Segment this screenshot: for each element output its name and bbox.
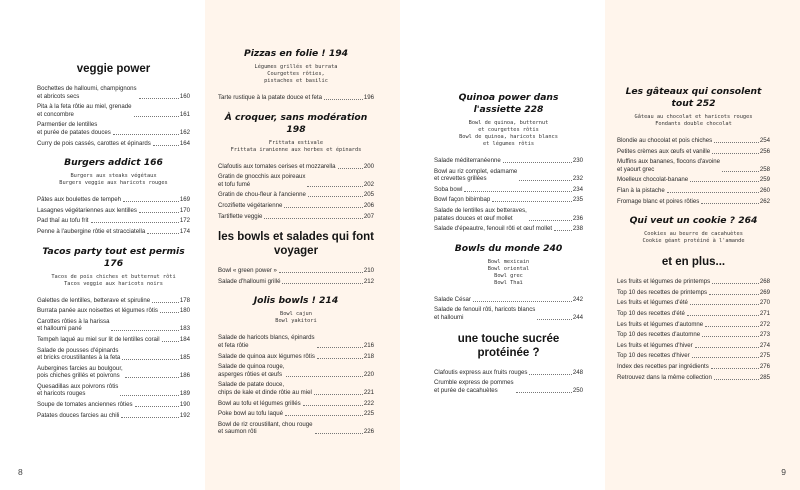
dot-leader [324, 99, 363, 100]
toc-entry-page: 221 [363, 388, 374, 396]
toc-entry[interactable] [37, 140, 190, 148]
toc-entry-page: 196 [363, 94, 374, 101]
toc-entry[interactable] [617, 278, 770, 286]
toc-entry-label: Salade de fenouil rôti, haricots blancs et halloumi [434, 306, 536, 321]
toc-entry-page: 169 [179, 196, 190, 204]
toc-entry-label: Bowl « green power » [218, 267, 277, 275]
toc-entry[interactable] [434, 207, 583, 222]
toc-entry[interactable] [617, 158, 770, 173]
toc-entry[interactable] [218, 278, 374, 286]
toc-entry[interactable] [434, 369, 583, 377]
dot-leader [264, 218, 362, 219]
toc-entry-page: 242 [572, 295, 583, 303]
toc-entry-page: 220 [363, 370, 374, 378]
dot-leader [303, 405, 363, 406]
toc-entry[interactable] [617, 187, 770, 195]
toc-entry-page: 160 [179, 92, 190, 100]
dot-leader [712, 153, 759, 154]
toc-entry-label: Galettes de lentilles, betterave et spiruline [37, 296, 151, 304]
toc-entry-page: 207 [363, 212, 374, 220]
toc-entry-page: 190 [179, 401, 190, 409]
toc-entry[interactable] [617, 352, 770, 360]
dot-leader [113, 134, 179, 135]
toc-entry[interactable] [218, 410, 374, 418]
section-subtitle: Bowl cajun Bowl yakitori [275, 311, 317, 325]
toc-entry[interactable] [617, 321, 770, 329]
section-title: les bowls et salades qui font voyager [218, 231, 374, 258]
toc-entry-label: Carottes rôties à la harissa et halloumi pané [37, 317, 110, 333]
dot-leader [687, 315, 759, 316]
toc-entry-label: Bochettes de halloumi, champignons et abricots secs [37, 85, 137, 100]
toc-entry[interactable] [218, 400, 374, 408]
toc-entry-list [617, 137, 770, 205]
toc-entry-label: Moelleux chocolat-banane [617, 176, 689, 184]
toc-entry-list [37, 297, 190, 420]
dot-leader [705, 326, 759, 327]
toc-entry-page: 189 [179, 390, 190, 398]
toc-entry[interactable] [617, 289, 770, 297]
toc-entry-page: 258 [759, 165, 770, 173]
section-title: veggie power [76, 63, 151, 75]
toc-entry[interactable] [617, 342, 770, 350]
toc-entry[interactable] [617, 363, 770, 371]
dot-leader [667, 192, 759, 193]
dot-leader [516, 392, 572, 393]
toc-entry[interactable] [617, 331, 770, 339]
toc-column-4 [605, 0, 800, 490]
toc-entry[interactable] [617, 299, 770, 307]
toc-entry[interactable] [37, 121, 190, 136]
dot-leader [554, 230, 572, 231]
toc-entry[interactable] [37, 318, 190, 333]
dot-leader [702, 336, 759, 337]
toc-entry-label: Penne à l'aubergine rôtie et stracciatella [37, 227, 146, 235]
toc-entry-label: Top 10 des recettes d'hiver [617, 352, 690, 360]
dot-leader [712, 283, 759, 284]
section-title: une touche sucrée protéinée ? [457, 332, 560, 359]
toc-entry-label: Index des recettes par ingrédients [617, 362, 709, 370]
toc-entry[interactable] [218, 173, 374, 188]
toc-entry-label: Salade d'halloumi grillé [218, 277, 281, 285]
toc-entry-label: Bowl de riz croustillant, chou rouge et saumon rôti [218, 420, 313, 436]
toc-entry-page: 236 [572, 214, 583, 222]
dot-leader [139, 98, 179, 99]
subsection-title: Burgers addict 166 [64, 157, 163, 169]
toc-entry-page: 225 [363, 410, 374, 418]
dot-leader [692, 357, 759, 358]
toc-entry-page: 162 [179, 128, 190, 136]
toc-entry-page: 235 [572, 196, 583, 204]
toc-entry[interactable] [218, 381, 374, 396]
toc-entry-page: 259 [759, 176, 770, 184]
dot-leader [162, 341, 179, 342]
dot-leader [122, 359, 179, 360]
toc-entry[interactable] [37, 207, 190, 215]
toc-entry[interactable] [218, 334, 374, 349]
toc-entry-label: Petites crèmes aux œufs et vanille [617, 147, 711, 155]
dot-leader [714, 142, 759, 143]
toc-entry-page: 174 [179, 227, 190, 235]
dot-leader [317, 347, 363, 348]
toc-entry-label: Salade César [434, 295, 471, 303]
toc-entry-list [434, 157, 583, 233]
toc-entry-page: 226 [363, 428, 374, 436]
toc-entry-page: 262 [759, 197, 770, 205]
toc-entry-label: Clafoutis aux tomates cerises et mozzarella [218, 162, 336, 170]
toc-entry[interactable] [37, 217, 190, 225]
toc-entry[interactable] [218, 191, 374, 199]
toc-entry-page: 254 [759, 137, 770, 144]
toc-entry[interactable] [617, 198, 770, 206]
toc-entry[interactable] [37, 412, 190, 420]
section-title: et en plus... [661, 256, 726, 269]
toc-entry-label: Soba bowl [434, 185, 463, 193]
toc-entry[interactable] [37, 307, 190, 315]
section-subtitle: Légumes grillés et burrata Courgettes rôties, pistaches et basilic [254, 64, 338, 84]
dot-leader [537, 319, 572, 320]
toc-entry[interactable] [218, 213, 374, 221]
toc-entry[interactable] [37, 196, 190, 204]
toc-entry[interactable] [434, 296, 583, 304]
subsection-title: Tacos party tout est permis 176 [42, 245, 185, 269]
dot-leader [135, 406, 179, 407]
toc-entry-list [434, 296, 583, 322]
dot-leader [529, 220, 572, 221]
toc-entry-page: 218 [363, 352, 374, 360]
dot-leader [282, 283, 362, 284]
dot-leader [279, 272, 363, 273]
toc-entry[interactable] [218, 267, 374, 275]
toc-entry-label: Gratin de gnocchis aux poireaux et tofu fumé [218, 173, 306, 188]
section-subtitle: Burgers aux steaks végétaux Burgers veggie aux haricots rouges [59, 173, 168, 187]
subsection-title: À croquer, sans modération 198 [224, 111, 368, 135]
toc-entry-label: Salade méditerranéenne [434, 157, 501, 164]
toc-entry-page: 270 [759, 299, 770, 307]
subsection-title: Jolis bowls ! 214 [253, 295, 339, 307]
toc-entry-page: 275 [759, 352, 770, 360]
toc-entry[interactable] [37, 297, 190, 305]
subsection-title: Bowls du monde 240 [454, 242, 563, 254]
toc-entry-page: 273 [759, 331, 770, 339]
toc-entry-label: Salade de pousses d'épinards et bricks croustillantes à la feta [37, 346, 121, 362]
toc-entry[interactable] [434, 196, 583, 204]
toc-entry-page: 192 [179, 411, 190, 419]
toc-entry-list [37, 85, 190, 147]
toc-entry-page: 164 [179, 139, 190, 147]
dot-leader [701, 203, 759, 204]
toc-entry[interactable] [617, 374, 770, 382]
toc-entry[interactable] [434, 379, 583, 394]
toc-entry[interactable] [434, 186, 583, 194]
toc-entry-label: Top 10 des recettes de printemps [617, 288, 708, 296]
toc-entry-page: 206 [363, 201, 374, 209]
toc-entry-page: 250 [572, 386, 583, 394]
dot-leader [285, 415, 363, 416]
toc-entry-list [434, 369, 583, 395]
toc-entry-label: Muffins aux bananes, flocons d'avoine et yaourt grec [617, 158, 721, 173]
dot-leader [284, 207, 362, 208]
dot-leader [714, 379, 759, 380]
toc-entry-page: 205 [363, 191, 374, 199]
subsection-title: Quinoa power dans l'assiette 228 [458, 92, 559, 115]
toc-entry-label: Salade d'épeautre, fenouil rôti et œuf mollet [434, 225, 553, 233]
toc-entry-page: 200 [363, 162, 374, 170]
toc-entry-page: 276 [759, 362, 770, 370]
toc-entry-label: Salade de lentilles aux betteraves, patates douces et œuf mollet [434, 206, 527, 222]
toc-entry-list [37, 196, 190, 235]
dot-leader [492, 201, 572, 202]
toc-entry-label: Pita à la feta rôtie au miel, grenade et concombre [37, 103, 132, 118]
toc-entry-page: 260 [759, 186, 770, 194]
toc-entry[interactable] [37, 401, 190, 409]
toc-entry-page: 238 [572, 225, 583, 233]
dot-leader [160, 312, 179, 313]
dot-leader [464, 191, 571, 192]
toc-entry[interactable] [218, 163, 374, 171]
toc-column-1 [0, 0, 205, 490]
subsection-title: Qui veut un cookie ? 264 [629, 215, 758, 227]
dot-leader [111, 330, 178, 331]
toc-entry-label: Top 10 des recettes d'automne [617, 331, 701, 339]
dot-leader [308, 196, 363, 197]
dot-leader [338, 168, 363, 169]
toc-entry-label: Parmentier de lentilles et purée de patates douces [37, 121, 111, 136]
toc-entry-label: Flan à la pistache [617, 186, 665, 194]
toc-entry[interactable] [218, 421, 374, 436]
toc-entry-label: Top 10 des recettes d'été [617, 309, 685, 317]
toc-entry-label: Les fruits et légumes d'automne [617, 320, 704, 328]
toc-entry[interactable] [218, 202, 374, 210]
dot-leader [690, 181, 759, 182]
toc-entry-page: 232 [572, 175, 583, 183]
dot-leader [286, 376, 362, 377]
dot-leader [120, 395, 179, 396]
toc-entry-page: 268 [759, 278, 770, 286]
toc-entry-page: 248 [572, 368, 583, 376]
dot-leader [123, 201, 179, 202]
toc-entry-page: 222 [363, 399, 374, 407]
dot-leader [315, 433, 363, 434]
toc-entry-label: Burrata panée aux noisettes et légumes rôtis [37, 307, 158, 315]
toc-entry-page: 272 [759, 320, 770, 328]
toc-entry[interactable] [37, 336, 190, 344]
toc-entry-list [218, 334, 374, 436]
toc-entry-label: Patates douces farcies au chili [37, 411, 120, 419]
section-subtitle: Tacos de pois chiches et butternut rôti Tacos veggie aux haricots noirs [51, 273, 176, 287]
toc-entry[interactable] [37, 365, 190, 380]
toc-entry-page: 271 [759, 309, 770, 317]
dot-leader [307, 186, 362, 187]
toc-entry-page: 178 [179, 296, 190, 304]
dot-leader [317, 358, 363, 359]
toc-entry-list [218, 94, 374, 102]
dot-leader [709, 294, 759, 295]
dot-leader [121, 417, 179, 418]
toc-entry-page: 216 [363, 341, 374, 349]
toc-entry-label: Aubergines farcies au boulgour, pois chiches grillés et poivrons [37, 364, 123, 380]
toc-entry[interactable] [218, 94, 374, 102]
toc-entry-label: Salade de haricots blancs, épinards et feta rôtie [218, 334, 315, 349]
toc-entry-label: Les fruits et légumes d'été [617, 299, 688, 307]
toc-entry-label: Bowl au riz complet, edamame et crevettes grillées [434, 167, 518, 183]
toc-entry-page: 269 [759, 288, 770, 296]
toc-entry-label: Fromage blanc et poires rôties [617, 197, 700, 205]
dot-leader [695, 347, 759, 348]
toc-entry-list [218, 267, 374, 285]
toc-entry[interactable] [434, 225, 583, 233]
toc-entry-page: 172 [179, 217, 190, 225]
dot-leader [473, 301, 572, 302]
toc-entry[interactable] [434, 168, 583, 183]
dot-leader [147, 233, 179, 234]
subsection-title: Pizzas en folie ! 194 [243, 48, 349, 59]
toc-entry-list [617, 278, 770, 381]
subsection-title: Les gâteaux qui consolent tout 252 [625, 86, 762, 109]
dot-leader [529, 374, 571, 375]
dot-leader [134, 116, 179, 117]
toc-column-2 [205, 0, 400, 490]
toc-entry-label: Bowl au tofu et légumes grillés [218, 399, 301, 407]
toc-entry-page: 161 [179, 110, 190, 118]
toc-entry-label: Blondie au chocolat et pois chiches [617, 137, 713, 144]
toc-entry-page: 170 [179, 206, 190, 214]
toc-entry-label: Salade de quinoa aux légumes rôtis [218, 352, 315, 360]
toc-entry-label: Crozifiette végétarienne [218, 201, 283, 209]
toc-entry[interactable] [434, 306, 583, 321]
dot-leader [91, 222, 179, 223]
toc-entry-page: 274 [759, 341, 770, 349]
toc-entry-page: 180 [179, 307, 190, 315]
toc-entry-label: Les fruits et légumes de printemps [617, 278, 711, 286]
toc-entry-page: 184 [179, 335, 190, 343]
toc-entry[interactable] [37, 228, 190, 236]
toc-entry-label: Pâtes aux boulettes de tempeh [37, 196, 122, 204]
toc-entry-label: Gratin de chou-fleur à l'ancienne [218, 191, 306, 199]
toc-entry-label: Curry de pois cassés, carottes et épinards [37, 139, 151, 147]
dot-leader [722, 171, 759, 172]
dot-leader [711, 368, 759, 369]
toc-entry-label: Bowl façon bibimbap [434, 196, 491, 204]
toc-entry-page: 210 [363, 267, 374, 275]
toc-entry-page: 202 [363, 180, 374, 188]
dot-leader [152, 302, 179, 303]
toc-entry-page: 212 [363, 277, 374, 285]
dot-leader [690, 304, 759, 305]
toc-entry-label: Crumble express de pommes et purée de cacahuètes [434, 379, 514, 394]
toc-entry-label: Retrouvez dans la même collection [617, 373, 712, 381]
toc-entry-label: Lasagnes végétariennes aux lentilles [37, 206, 137, 214]
section-subtitle: Bowl de quinoa, butternut et courgettes rôtis Bowl de quinoa, haricots blancs et légumes rôtis [459, 120, 558, 147]
dot-leader [153, 145, 179, 146]
section-subtitle: Gâteau au chocolat et haricots rouges Fondants double chocolat [634, 114, 753, 127]
toc-entry[interactable] [37, 85, 190, 100]
toc-entry-label: Tartiflette veggie [218, 212, 263, 220]
toc-entry[interactable] [218, 363, 374, 378]
dot-leader [314, 394, 363, 395]
toc-entry-page: 230 [572, 157, 583, 164]
toc-entry-label: Poke bowl au tofu laqué [218, 410, 284, 418]
page-number-left: 8 [18, 467, 23, 477]
toc-entry[interactable] [37, 103, 190, 118]
toc-entry-label: Pad thaï au tofu frit [37, 217, 89, 225]
toc-entry-label: Tempeh laqué au miel sur lit de lentilles corail [37, 335, 160, 343]
dot-leader [503, 162, 572, 163]
toc-entry-page: 186 [179, 372, 190, 380]
toc-entry[interactable] [617, 310, 770, 318]
toc-entry-label: Salade de quinoa rouge, asperges rôties et œufs [218, 363, 285, 378]
toc-entry-page: 285 [759, 373, 770, 381]
dot-leader [125, 377, 179, 378]
toc-entry[interactable] [37, 383, 190, 398]
toc-entry-label: Tarte rustique à la patate douce et feta [218, 94, 323, 101]
toc-entry-page: 183 [179, 325, 190, 333]
dot-leader [519, 180, 572, 181]
toc-entry-list [218, 163, 374, 221]
toc-entry-page: 234 [572, 185, 583, 193]
toc-entry[interactable] [617, 148, 770, 156]
toc-entry-label: Clafoutis express aux fruits rouges [434, 368, 528, 376]
toc-entry-label: Soupe de tomates anciennes rôties [37, 401, 133, 409]
toc-entry[interactable] [218, 353, 374, 361]
dot-leader [139, 212, 179, 213]
page-number-right: 9 [781, 467, 786, 477]
toc-entry-label: Salade de patate douce, chips de kale et dinde rôtie au miel [218, 381, 312, 396]
section-subtitle: Bowl mexicain Bowl oriental Bowl grec Bowl Thaï [487, 258, 530, 286]
toc-entry-label: Les fruits et légumes d'hiver [617, 341, 693, 349]
toc-entry-page: 244 [572, 313, 583, 321]
toc-entry-page: 256 [759, 147, 770, 155]
section-subtitle: Frittata estivale Frittata iranienne aux herbes et épinards [230, 139, 362, 153]
toc-column-3 [400, 0, 605, 490]
toc-entry-label: Quesadillas aux poivrons rôtis et haricots rouges [37, 382, 119, 398]
toc-entry-page: 185 [179, 354, 190, 362]
section-subtitle: Cookies au beurre de cacahuètes Cookie géant protéiné à l'amande [642, 231, 745, 245]
toc-entry[interactable] [617, 137, 770, 145]
toc-entry[interactable] [617, 176, 770, 184]
toc-entry[interactable] [434, 157, 583, 165]
toc-entry[interactable] [37, 347, 190, 362]
